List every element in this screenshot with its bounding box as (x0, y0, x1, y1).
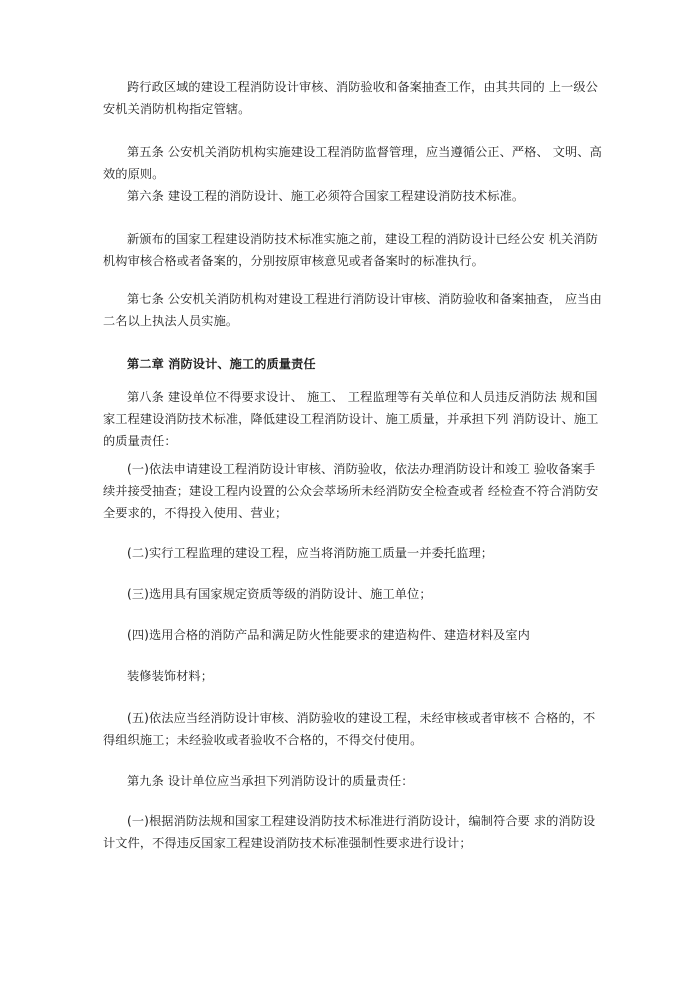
paragraph-article-9: 第九条 设计单位应当承担下列消防设计的质量责任： (127, 774, 414, 788)
paragraph-item-2: (二)实行工程监理的建设工程，应当将消防施工质量一并委托监理； (127, 546, 494, 560)
paragraph-new-standards: 新颁布的国家工程建设消防技术标准实施之前，建设工程的消防设计已经公安 机关消防机构审核合格或者备案的，分别按原审核意见或者备案时的标准执行。 (103, 232, 598, 268)
paragraph-item-5: (五)依法应当经消防设计审核、消防验收的建设工程，未经审核或者审核不 合格的，不得组织施工；未经验收或者验收不合格的，不得交付使用。 (103, 711, 596, 747)
paragraph-article-8: 第八条 建设单位不得要求设计、 施工、 工程监理等有关单位和人员违反消防法 规和国家工程建设消防技术标准，降低建设工程消防设计、施工质量，并承担下列 消防设计、施工的质量责任： (103, 390, 599, 448)
paragraph-article-7: 第七条 公安机关消防机构对建设工程进行消防设计审核、消防验收和备案抽查， 应当由二名以上执法人员实施。 (103, 292, 602, 328)
paragraph-article-9-item-1: (一)根据消防法规和国家工程建设消防技术标准进行消防设计，编制符合要 求的消防设计文件，不得违反国家工程建设消防技术标准强制性要求进行设计； (103, 814, 596, 850)
paragraph-article-6: 第六条 建设工程的消防设计、施工必须符合国家工程建设消防技术标准。 (127, 189, 525, 203)
paragraph-item-3: (三)选用具有国家规定资质等级的消防设计、施工单位； (127, 587, 432, 601)
paragraph-item-4-continued: 装修装饰材料； (127, 669, 214, 683)
paragraph-article-5: 第五条 公安机关消防机构实施建设工程消防监督管理，应当遵循公正、严格、 文明、高效的原则。 (103, 145, 602, 181)
paragraph-item-1: (一)依法申请建设工程消防设计审核、消防验收，依法办理消防设计和竣工 验收备案手续并接受抽查；建设工程内设置的公众会萃场所未经消防安全检查或者 经检查不符合消防安全要求的，不得投入使用、营业； (103, 462, 599, 520)
chapter-2-heading: 第二章 消防设计、施工的质量责任 (127, 357, 316, 371)
paragraph-item-4: (四)选用合格的消防产品和满足防火性能要求的建造构件、建造材料及室内 (127, 628, 530, 642)
paragraph-jurisdiction: 跨行政区域的建设工程消防设计审核、消防验收和备案抽查工作，由其共同的 上一级公安机关消防机构指定管辖。 (103, 80, 598, 116)
